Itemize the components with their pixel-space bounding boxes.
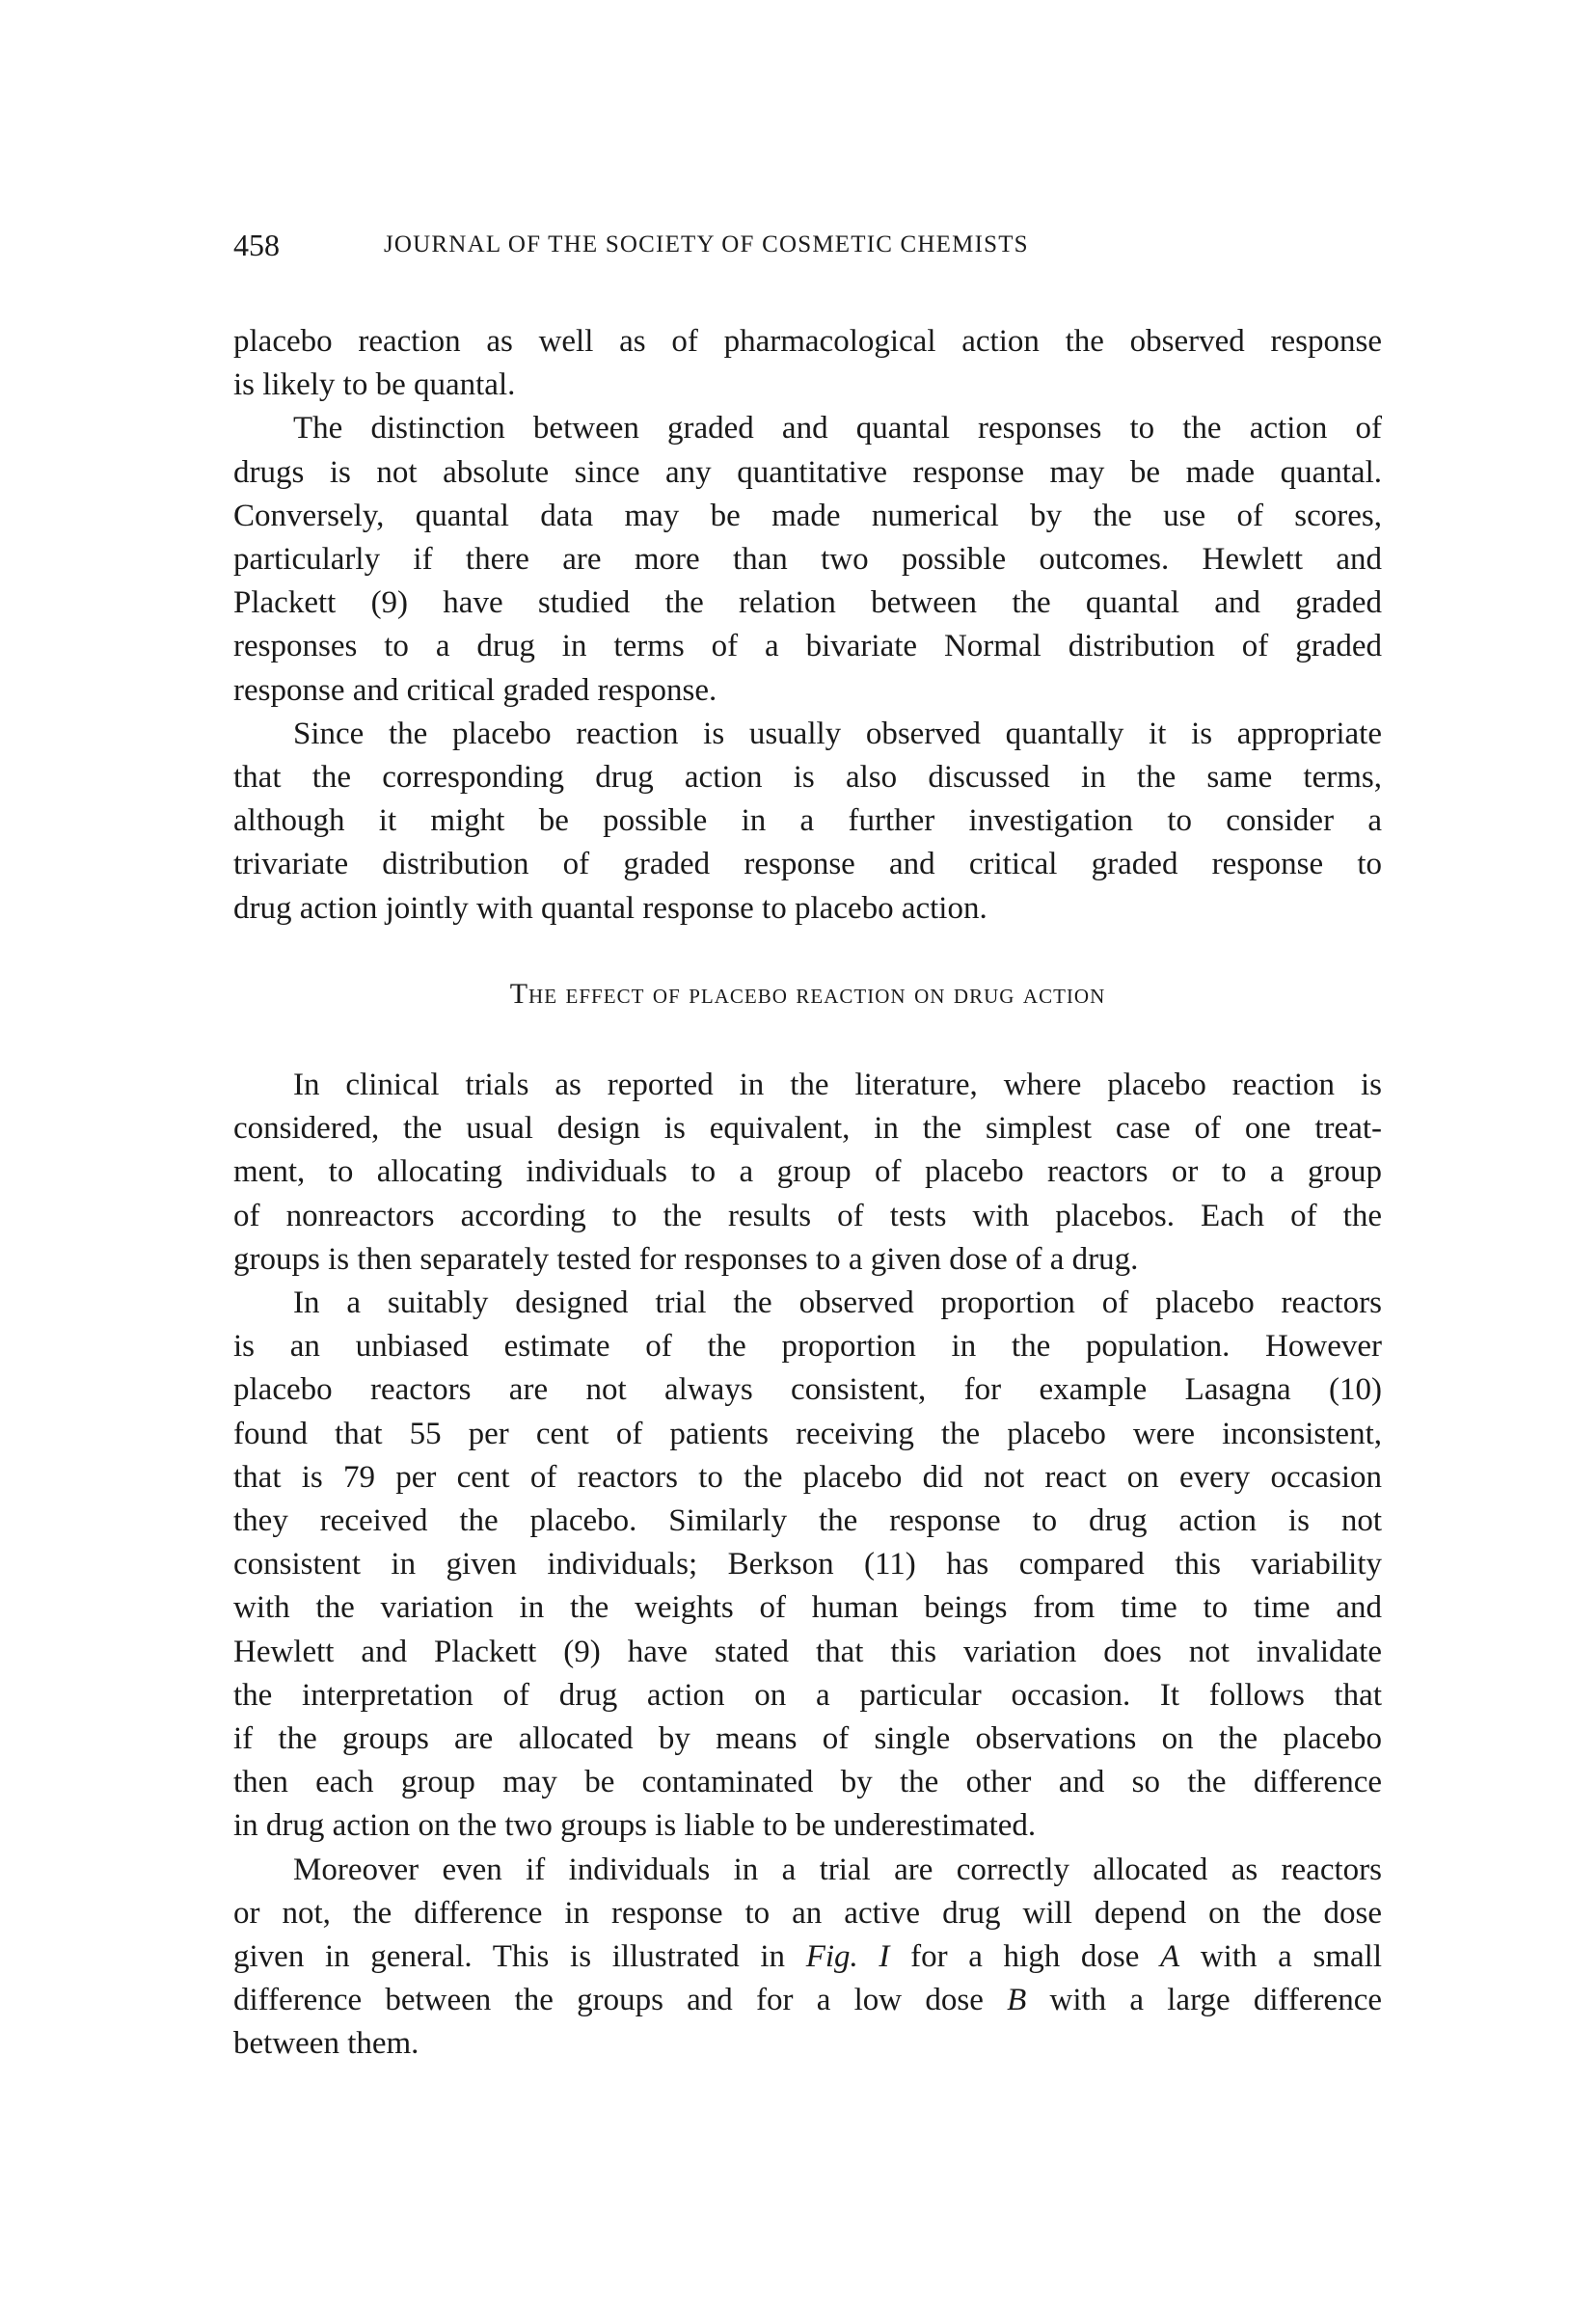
text-line xyxy=(233,1195,1382,1237)
text-span: In a suitably designed trial the observed proportion of placebo reactors xyxy=(293,1285,1382,1320)
text-span: is likely to be quantal. xyxy=(233,367,516,403)
text-span: Since the placebo reaction is usually observed quantally it is appropriate xyxy=(293,716,1382,751)
text-line xyxy=(233,1107,1382,1150)
text-line xyxy=(233,1761,1382,1803)
text-line xyxy=(233,756,1382,798)
text-span: groups is then separately tested for responses to a given dose of a drug. xyxy=(233,1241,1139,1277)
text-line xyxy=(233,1413,1382,1455)
italic-text: B xyxy=(1007,1983,1027,2018)
text-span: although it might be possible in a further investigation to consider a xyxy=(233,803,1382,839)
text-span: with a small xyxy=(1179,1939,1382,1974)
text-span: difference between the groups and for a low dose xyxy=(233,1983,1008,2018)
text-span: responses to a drug in terms of a bivariate Normal distribution of graded xyxy=(233,629,1382,664)
text-span: with a large difference xyxy=(1026,1983,1382,2018)
text-span: given in general. This is illustrated in xyxy=(233,1939,806,1974)
text-line xyxy=(233,1500,1382,1542)
text-line xyxy=(233,1456,1382,1499)
text-span: The distinction between graded and quantal responses to the action of xyxy=(293,411,1382,446)
text-line xyxy=(233,407,1382,449)
text-line xyxy=(233,364,1382,406)
text-line xyxy=(233,669,1382,712)
text-span: response and critical graded response. xyxy=(233,672,717,708)
text-span: particularly if there are more than two possible outcomes. Hewlett and xyxy=(233,542,1382,577)
text-span: Plackett (9) have studied the relation between the quantal and graded xyxy=(233,585,1382,621)
italic-text: Fig. I xyxy=(805,1939,890,1974)
text-span: considered, the usual design is equivalent, in the simplest case of one treat- xyxy=(233,1111,1382,1147)
text-span: Hewlett and Plackett (9) have stated that this variation does not invalidate xyxy=(233,1634,1382,1669)
text-span: trivariate distribution of graded response and critical graded response to xyxy=(233,847,1382,882)
text-span: they received the placebo. Similarly the response to drug action is not xyxy=(233,1503,1382,1538)
text-span: if the groups are allocated by means of single observations on the placebo xyxy=(233,1721,1382,1756)
text-line xyxy=(233,1674,1382,1717)
text-line xyxy=(233,713,1382,755)
text-span: in drug action on the two groups is liable to be underestimated. xyxy=(233,1808,1037,1844)
text-line xyxy=(233,451,1382,494)
text-span: with the variation in the weights of human beings from time to time and xyxy=(233,1590,1382,1626)
text-line xyxy=(233,1282,1382,1324)
text-span: that is 79 per cent of reactors to the placebo did not react on every occasion xyxy=(233,1459,1382,1495)
text-line xyxy=(233,538,1382,581)
text-line xyxy=(233,799,1382,842)
text-line xyxy=(233,582,1382,624)
text-span: or not, the difference in response to an active drug will depend on the dose xyxy=(233,1895,1382,1931)
text-span: Moreover even if individuals in a trial are correctly allocated as reactors xyxy=(293,1852,1382,1887)
text-line xyxy=(233,320,1382,363)
text-line xyxy=(233,1064,1382,1106)
section-heading: The effect of placebo reaction on drug action xyxy=(509,978,1106,1010)
text-line xyxy=(233,1368,1382,1411)
text-span: drugs is not absolute since any quantitative response may be made quantal. xyxy=(233,454,1382,490)
text-span: placebo reaction as well as of pharmacological action the observed response xyxy=(233,324,1382,359)
text-line xyxy=(233,1150,1382,1193)
page-number: 458 xyxy=(233,228,280,262)
text-line xyxy=(233,1892,1382,1934)
text-span: of nonreactors according to the results of tests with placebos. Each of the xyxy=(233,1198,1382,1233)
text-span: found that 55 per cent of patients receiving the placebo were inconsistent, xyxy=(233,1416,1382,1451)
text-line xyxy=(233,1979,1382,2021)
text-span: In clinical trials as reported in the literature, where placebo reaction is xyxy=(293,1068,1382,1102)
text-span: placebo reactors are not always consistent, for example Lasagna (10) xyxy=(233,1372,1382,1408)
text-line xyxy=(233,2022,1382,2065)
text-line xyxy=(233,887,1382,930)
text-line xyxy=(233,1325,1382,1367)
text-span: consistent in given individuals; Berkson (11) has compared this variability xyxy=(233,1547,1382,1582)
text-line xyxy=(233,1717,1382,1760)
text-line xyxy=(233,1935,1382,1978)
text-line xyxy=(233,1586,1382,1629)
running-title: JOURNAL OF THE SOCIETY OF COSMETIC CHEMISTS xyxy=(384,231,1029,257)
text-span: for a high dose xyxy=(889,1939,1161,1974)
text-line xyxy=(233,625,1382,667)
text-line xyxy=(233,1238,1382,1281)
text-line xyxy=(233,1543,1382,1585)
text-line xyxy=(233,1804,1382,1847)
text-line xyxy=(233,1631,1382,1673)
text-span: the interpretation of drug action on a particular occasion. It follows that xyxy=(233,1677,1382,1713)
text-span: is an unbiased estimate of the proportion in the population. However xyxy=(233,1329,1382,1365)
text-line xyxy=(233,1849,1382,1891)
text-line xyxy=(233,495,1382,537)
text-span: between them. xyxy=(233,2026,419,2062)
text-span: ment, to allocating individuals to a group of placebo reactors or to a group xyxy=(233,1154,1382,1190)
text-span: Conversely, quantal data may be made numerical by the use of scores, xyxy=(233,498,1382,533)
text-span: drug action jointly with quantal response to placebo action. xyxy=(233,890,987,926)
text-span: then each group may be contaminated by the other and so the difference xyxy=(233,1765,1382,1800)
text-span: that the corresponding drug action is also discussed in the same terms, xyxy=(233,760,1382,795)
text-line xyxy=(233,843,1382,885)
italic-text: A xyxy=(1160,1939,1180,1974)
